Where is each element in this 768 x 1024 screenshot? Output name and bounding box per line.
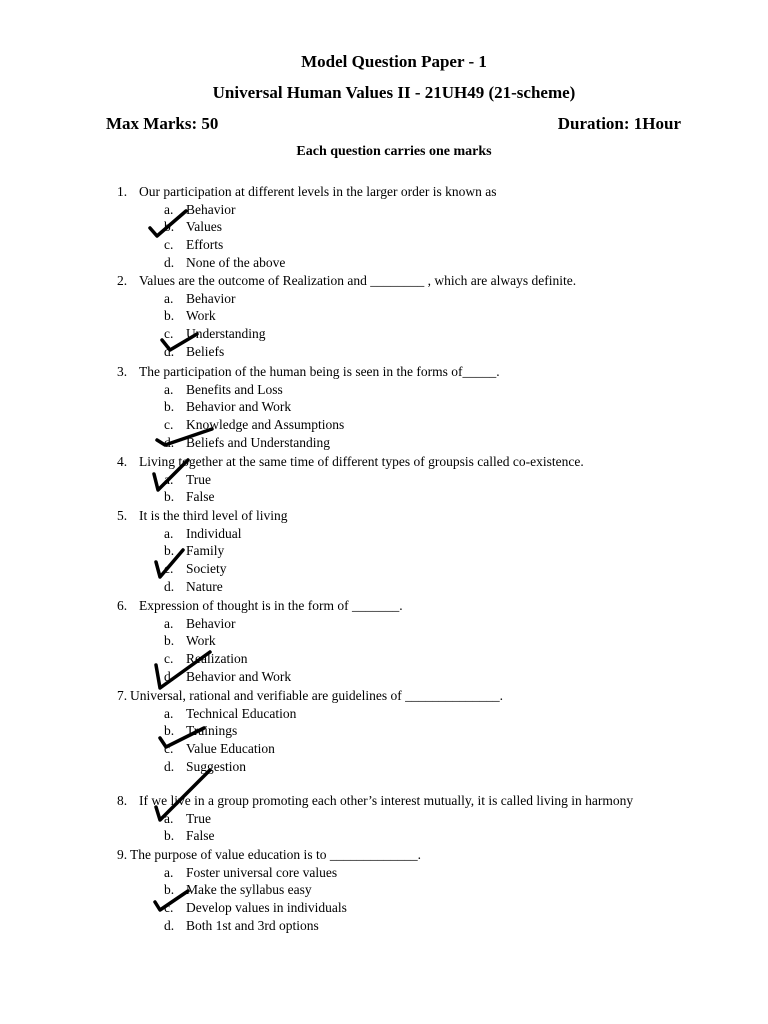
- option-text: Nature: [186, 579, 223, 595]
- option-letter: c.: [164, 417, 174, 433]
- option-text: Behavior: [186, 201, 236, 217]
- question-text: Universal, rational and verifiable are guidelines of ______________.: [130, 688, 504, 703]
- option-letter: a.: [164, 615, 174, 631]
- option-letter: b.: [164, 882, 175, 898]
- option-text: Beliefs: [186, 344, 225, 360]
- question-number: 8.: [117, 793, 128, 808]
- option-text: True: [186, 471, 212, 487]
- option-text: Both 1st and 3rd options: [186, 918, 319, 934]
- option-letter: c.: [164, 326, 174, 342]
- question-text: Our participation at different levels in the larger order is known as: [139, 184, 497, 199]
- question-text: Values are the outcome of Realization and ________ , which are always definite.: [139, 273, 577, 288]
- option-text: Understanding: [186, 326, 266, 342]
- option-text: Make the syllabus easy: [186, 882, 312, 898]
- question-number: 3.: [117, 364, 128, 379]
- option-letter: c.: [164, 741, 174, 757]
- question-number: 7.: [117, 688, 128, 703]
- option-letter: d.: [164, 255, 175, 271]
- option-text: Knowledge and Assumptions: [186, 417, 345, 433]
- option-text: Behavior and Work: [186, 399, 292, 415]
- option-letter: b.: [164, 219, 175, 235]
- option-text: Work: [186, 633, 216, 649]
- option-letter: a.: [164, 381, 174, 397]
- option-letter: a.: [164, 810, 174, 826]
- option-text: Work: [186, 308, 216, 324]
- option-letter: b.: [164, 633, 175, 649]
- option-letter: d.: [164, 435, 175, 451]
- question-text: If we live in a group promoting each other’s interest mutually, it is called living in harmony: [139, 793, 634, 808]
- duration: Duration: 1Hour: [557, 114, 681, 133]
- option-text: Develop values in individuals: [186, 900, 347, 916]
- option-text: False: [186, 489, 215, 505]
- option-letter: b.: [164, 399, 175, 415]
- option-text: Technical Education: [186, 705, 297, 721]
- option-text: Beliefs and Understanding: [186, 435, 330, 451]
- option-text: True: [186, 810, 212, 826]
- option-text: Individual: [186, 525, 242, 541]
- option-text: Suggestion: [186, 759, 247, 775]
- option-text: None of the above: [186, 255, 286, 271]
- option-text: Behavior and Work: [186, 669, 292, 685]
- question-number: 6.: [117, 598, 128, 613]
- option-letter: b.: [164, 489, 175, 505]
- option-text: Trainings: [186, 723, 238, 739]
- option-text: Society: [186, 561, 227, 577]
- option-text: Foster universal core values: [186, 864, 338, 880]
- instruction: Each question carries one marks: [296, 144, 492, 159]
- option-text: Benefits and Loss: [186, 381, 283, 397]
- option-text: Efforts: [186, 237, 224, 253]
- option-letter: a.: [164, 290, 174, 306]
- question-text: Living together at the same time of different types of groupsis called co-existence.: [139, 454, 584, 469]
- option-letter: c.: [164, 237, 174, 253]
- option-text: Realization: [186, 651, 248, 667]
- question-text: The participation of the human being is seen in the forms of_____.: [139, 364, 500, 379]
- option-letter: d.: [164, 759, 175, 775]
- option-letter: d.: [164, 669, 175, 685]
- question-number: 4.: [117, 454, 128, 469]
- option-letter: c.: [164, 651, 174, 667]
- option-letter: b.: [164, 723, 175, 739]
- question-number: 9.: [117, 847, 128, 862]
- option-letter: b.: [164, 543, 175, 559]
- option-letter: d.: [164, 344, 175, 360]
- paper-subtitle: Universal Human Values II - 21UH49 (21-scheme): [212, 83, 576, 102]
- option-letter: d.: [164, 579, 175, 595]
- question-number: 5.: [117, 508, 128, 523]
- option-text: Values: [186, 219, 222, 235]
- option-letter: b.: [164, 308, 175, 324]
- option-letter: d.: [164, 918, 175, 934]
- option-letter: a.: [164, 705, 174, 721]
- question-number: 1.: [117, 184, 128, 199]
- option-letter: a.: [164, 525, 174, 541]
- question-number: 2.: [117, 273, 128, 288]
- option-letter: a.: [164, 864, 174, 880]
- option-text: False: [186, 828, 215, 844]
- question-text: It is the third level of living: [139, 508, 288, 523]
- option-letter: a.: [164, 201, 174, 217]
- option-letter: c.: [164, 900, 174, 916]
- option-letter: c.: [164, 561, 174, 577]
- paper-title: Model Question Paper - 1: [301, 52, 487, 71]
- option-text: Behavior: [186, 290, 236, 306]
- option-text: Behavior: [186, 615, 236, 631]
- option-text: Family: [186, 543, 225, 559]
- question-text: The purpose of value education is to _____________.: [130, 847, 421, 862]
- option-letter: b.: [164, 828, 175, 844]
- option-letter: a.: [164, 471, 174, 487]
- option-text: Value Education: [186, 741, 275, 757]
- question-text: Expression of thought is in the form of _______.: [139, 598, 403, 613]
- max-marks: Max Marks: 50: [106, 114, 219, 133]
